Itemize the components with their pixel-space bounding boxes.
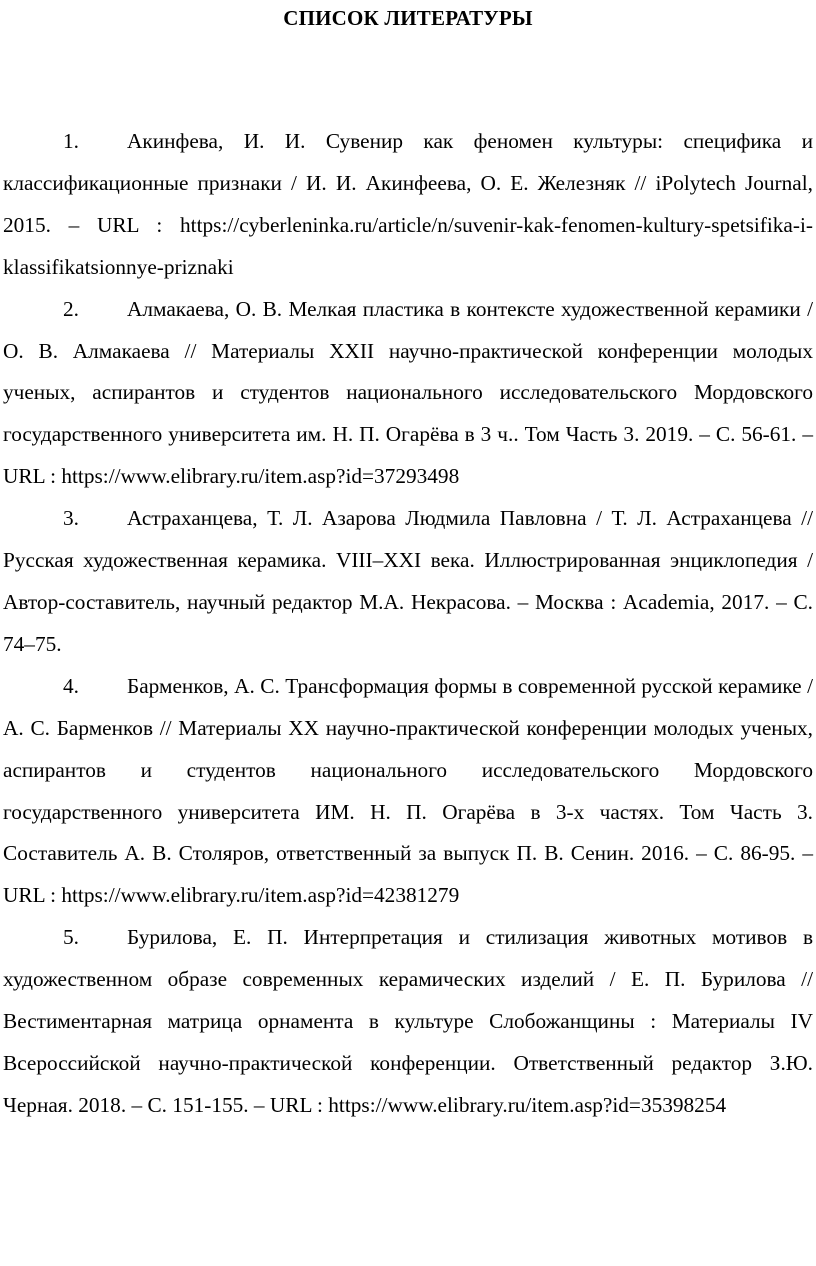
reference-number: 1. bbox=[63, 129, 79, 153]
reference-number: 2. bbox=[63, 296, 79, 321]
reference-item bbox=[3, 666, 813, 917]
page-title: СПИСОК ЛИТЕРАТУРЫ bbox=[283, 6, 533, 30]
reference-item bbox=[3, 498, 813, 666]
reference-text: Бурилова, Е. П. Интерпретация и стилизация животных мотивов в художественном образе современных керамических изделий / Е. П. Бурилова // Вестиментарная матрица орнамента в культуре Слобожанщины : Материалы IV Всероссийской научно-практической конференции. Ответственный редактор З.Ю. Черная. 2018. – С. 151-155. – URL : https://www.elibrary.ru/item.asp?id=35398254 bbox=[3, 925, 813, 1117]
reference-text: Барменков, А. С. Трансформация формы в современной русской керамике / А. С. Барменков // Материалы XX научно-практической конференции молодых ученых, аспирантов и студентов национального исследовательского Мордовского государственного университета ИМ. Н. П. Огарёва в 3-х частях. Том Часть 3. Составитель А. В. Столяров, ответственный за выпуск П. В. Сенин. 2016. – С. 86-95. – URL : https://www.elibrary.ru/item.asp?id=42381279 bbox=[3, 673, 813, 908]
reference-list bbox=[3, 121, 813, 1127]
reference-item bbox=[3, 917, 813, 1127]
reference-text: Астраханцева, Т. Л. Азарова Людмила Павловна / Т. Л. Астраханцева // Русская художественная керамика. VIII–XXI века. Иллюстрированная энциклопедия / Автор-составитель, научный редактор М.А. Некрасова. – Москва : Academia, 2017. – С. 74–75. bbox=[3, 506, 813, 656]
reference-number: 4. bbox=[63, 673, 79, 698]
reference-item bbox=[3, 289, 813, 499]
reference-item bbox=[3, 121, 813, 289]
reference-number: 3. bbox=[63, 506, 79, 531]
reference-text: Акинфева, И. И. Сувенир как феномен культуры: специфика и классификационные признаки / И. И. Акинфеева, О. Е. Железняк // iPolytech Journal, 2015. – URL : https://cyberleninka.ru/article/n/suvenir-kak-fenomen-kultury-spetsifika-i-klassifikatsionnye-priznaki bbox=[3, 129, 813, 279]
reference-number: 5. bbox=[63, 925, 79, 950]
reference-text: Алмакаева, О. В. Мелкая пластика в контексте художественной керамики / О. В. Алмакаева // Материалы XXII научно-практической конференции молодых ученых, аспирантов и студентов национального исследовательского Мордовского государственного университета им. Н. П. Огарёва в 3 ч.. Том Часть 3. 2019. – С. 56-61. – URL : https://www.elibrary.ru/item.asp?id=37293498 bbox=[3, 296, 813, 489]
